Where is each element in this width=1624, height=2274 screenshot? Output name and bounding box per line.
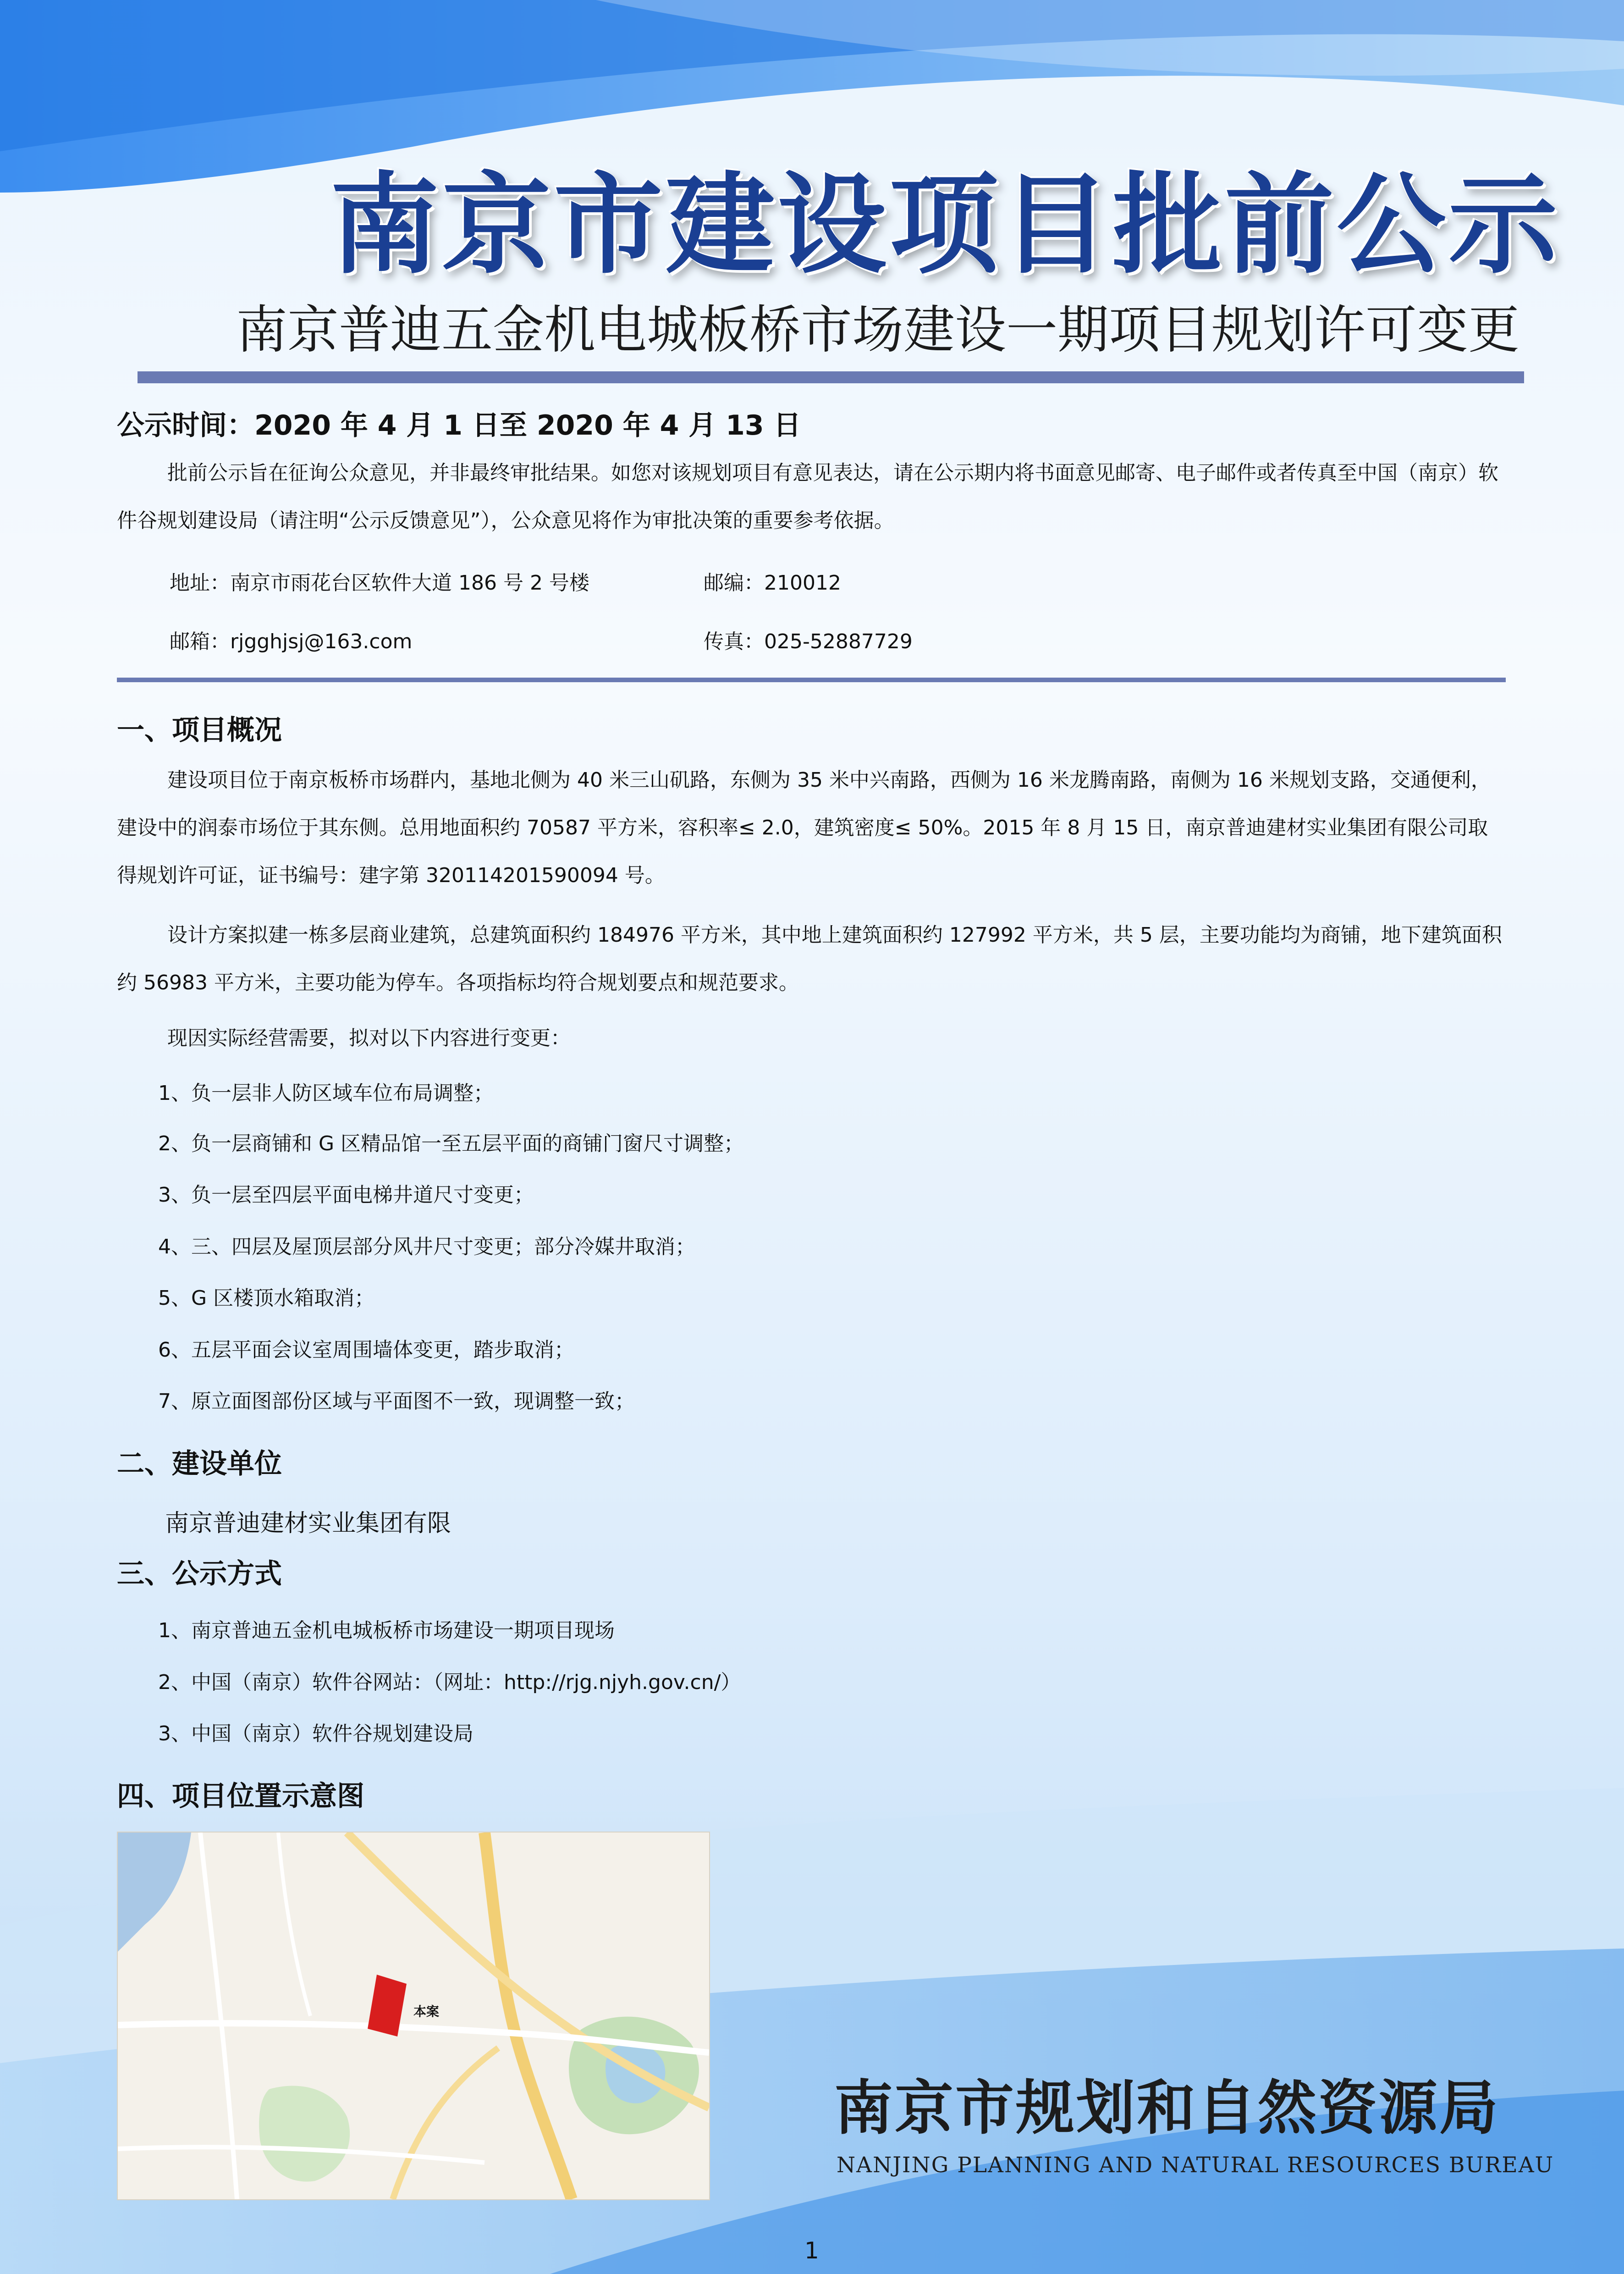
- bureau-name-en: NANJING PLANNING AND NATURAL RESOURCES BUREAU: [837, 2153, 1554, 2178]
- method-item: 2、中国（南京）软件谷网站：（网址：http://rjg.njyh.gov.cn/）: [158, 1671, 741, 1694]
- contact-address: 地址：南京市雨花台区软件大道 186 号 2 号楼: [170, 571, 589, 595]
- change-item: 2、负一层商铺和 G 区精品馆一至五层平面的商铺门窗尺寸调整；: [158, 1132, 744, 1155]
- page-number: 1: [804, 2237, 819, 2264]
- bureau-name-cn: 南京市规划和自然资源局: [834, 2074, 1500, 2142]
- overview-paragraph-3: 现因实际经营需要，拟对以下内容进行变更：: [167, 1027, 571, 1050]
- notice-period: 公示时间：2020 年 4 月 1 日至 2020 年 4 月 13 日: [117, 409, 801, 442]
- section-heading-method: 三、公示方式: [117, 1558, 282, 1590]
- change-item: 1、负一层非人防区域车位布局调整；: [158, 1082, 494, 1105]
- section-heading-map: 四、项目位置示意图: [117, 1780, 364, 1812]
- location-map: [117, 1832, 710, 2200]
- change-item: 4、三、四层及屋顶层部分风井尺寸变更；部分冷媒井取消；: [158, 1235, 695, 1258]
- overview-paragraph-1: 建设项目位于南京板桥市场群内，基地北侧为 40 米三山矶路，东侧为 35 米中兴南路，西侧为 16 米龙腾南路，南侧为 16 米规划支路，交通便利，建设中的润泰市场位于其东侧。总用地面积约 70587 平方米，容积率≤ 2.0，建筑密度≤ 50%。2015 年 8 月 15 日，南京普迪建材实业集团有限公司取得规划许可证，证书编号：建字第 320114201590094 号。: [117, 768, 1491, 887]
- map-graphic: [118, 1832, 709, 2199]
- method-item: 3、中国（南京）软件谷规划建设局: [158, 1722, 473, 1745]
- change-item: 6、五层平面会议室周围墙体变更，踏步取消；: [158, 1338, 574, 1362]
- contact-fax: 传真：025-52887729: [704, 630, 913, 653]
- page-title: 南京市建设项目批前公示: [330, 161, 1560, 289]
- construction-unit-name: 南京普迪建材实业集团有限: [165, 1510, 451, 1537]
- project-subtitle: 南京普迪五金机电城板桥市场建设一期项目规划许可变更: [236, 300, 1519, 360]
- title-divider: [138, 371, 1524, 383]
- site-label: 本案: [413, 2004, 440, 2019]
- section-divider: [117, 678, 1506, 682]
- section-heading-overview: 一、项目概况: [117, 714, 282, 746]
- contact-email: 邮箱：rjgghjsj@163.com: [170, 630, 413, 653]
- method-item: 1、南京普迪五金机电城板桥市场建设一期项目现场: [158, 1619, 615, 1642]
- section-heading-unit: 二、建设单位: [117, 1448, 282, 1480]
- intro-paragraph: 批前公示旨在征询公众意见，并非最终审批结果。如您对该规划项目有意见表达，请在公示期内将书面意见邮寄、电子邮件或者传真至中国（南京）软件谷规划建设局（请注明“公示反馈意见”），公众意见将作为审批决策的重要参考依据。: [117, 461, 1498, 532]
- contact-postcode: 邮编：210012: [704, 571, 841, 595]
- change-item: 5、G 区楼顶水箱取消；: [158, 1286, 375, 1310]
- change-item: 7、原立面图部份区域与平面图不一致，现调整一致；: [158, 1390, 635, 1413]
- overview-paragraph-2: 设计方案拟建一栋多层商业建筑，总建筑面积约 184976 平方米，其中地上建筑面积约 127992 平方米，共 5 层，主要功能均为商铺，地下建筑面积约 56983 平方米，主要功能为停车。各项指标均符合规划要点和规范要求。: [117, 923, 1502, 994]
- change-item: 3、负一层至四层平面电梯井道尺寸变更；: [158, 1183, 534, 1207]
